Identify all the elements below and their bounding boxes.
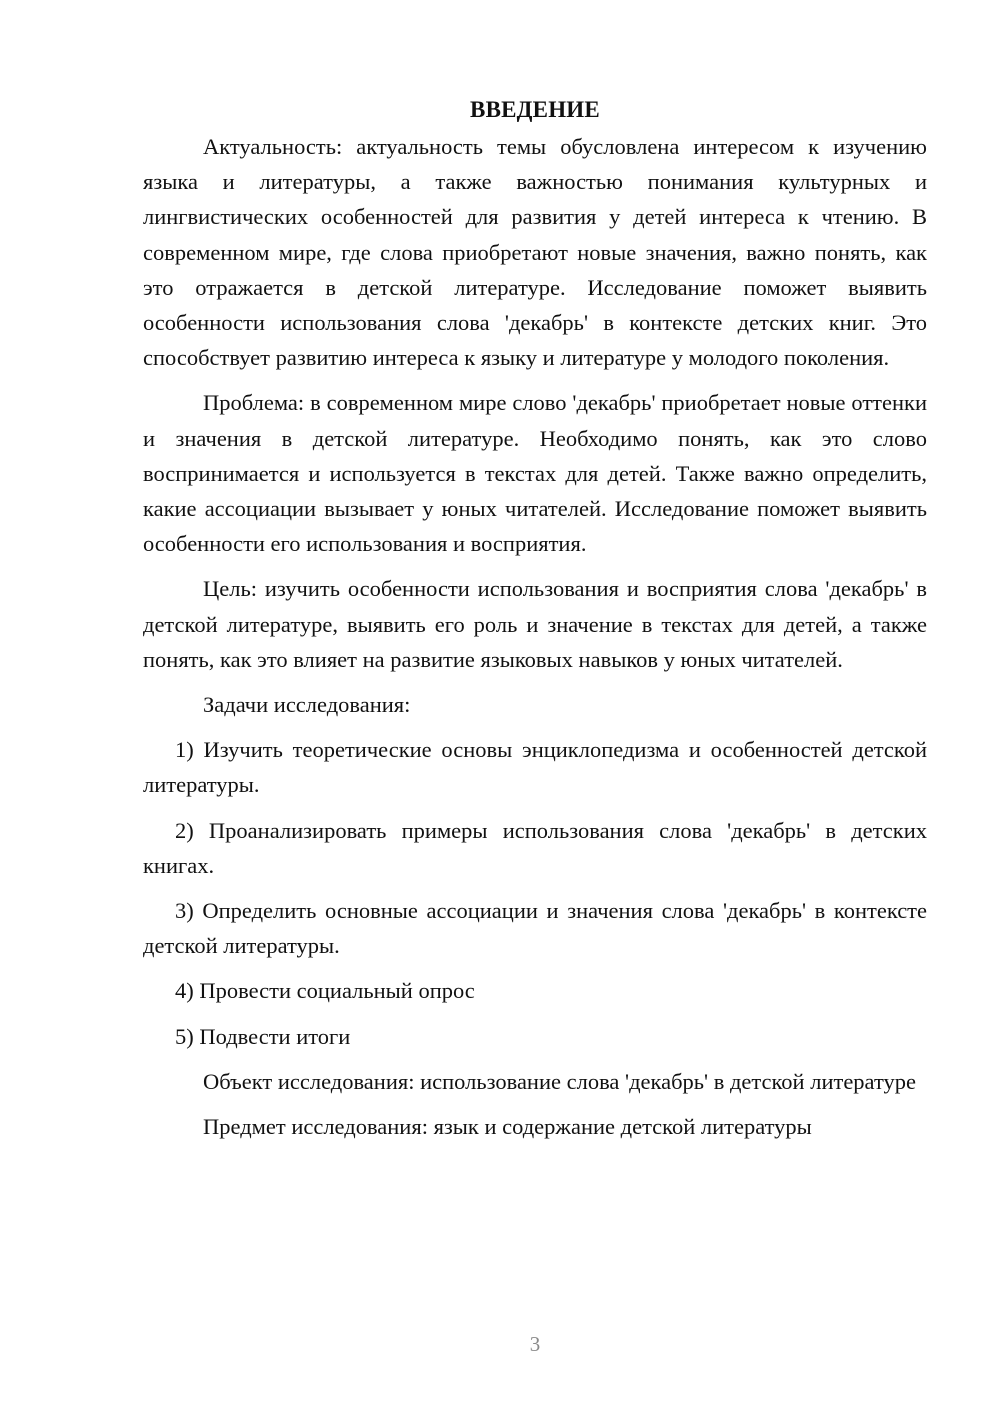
subject-paragraph: Предмет исследования: язык и содержание детской литературы [203, 1114, 812, 1140]
goal-paragraph: Цель: изучить особенности использования и восприятия слова 'декабрь' в детской литературе, выявить его роль и значение в текстах для детей, а также понять, как это влияет на развитие языковых навыков у юных читателей. [143, 576, 927, 672]
task-item-4: 4) Провести социальный опрос [175, 978, 475, 1004]
relevance-paragraph: Актуальность: актуальность темы обусловлена интересом к изучению языка и литературы, а также важностью понимания культурных и лингвистических особенностей для развития у детей интереса к чтению. В современном мире, где слова приобретают новые значения, важно понять, как это отражается в детской литературе. Исследование поможет выявить особенности использования слова 'декабрь' в контексте детских книг. Это способствует развитию интереса к языку и литературе у молодого поколения. [143, 134, 927, 371]
problem-paragraph: Проблема: в современном мире слово 'декабрь' приобретает новые оттенки и значения в детской литературе. Необходимо понять, как это слово воспринимается и используется в текстах для детей. Также важно определить, какие ассоциации вызывает у юных читателей. Исследование поможет выявить особенности его использования и восприятия. [143, 390, 927, 557]
section-title: ВВЕДЕНИЕ [470, 97, 600, 122]
object-paragraph: Объект исследования: использование слова 'декабрь' в детской литературе [203, 1068, 916, 1094]
task-item-3: 3) Определить основные ассоциации и значения слова 'декабрь' в контексте детской литературы. [143, 898, 927, 959]
task-item-2: 2) Проанализировать примеры использования слова 'декабрь' в детских книгах. [143, 817, 927, 878]
task-item-5: 5) Подвести итоги [175, 1023, 351, 1049]
tasks-heading: Задачи исследования: [203, 692, 411, 718]
page-content [143, 92, 927, 1154]
page-number: 3 [529, 1332, 541, 1356]
task-item-1: 1) Изучить теоретические основы энциклопедизма и особенностей детской литературы. [143, 737, 927, 798]
